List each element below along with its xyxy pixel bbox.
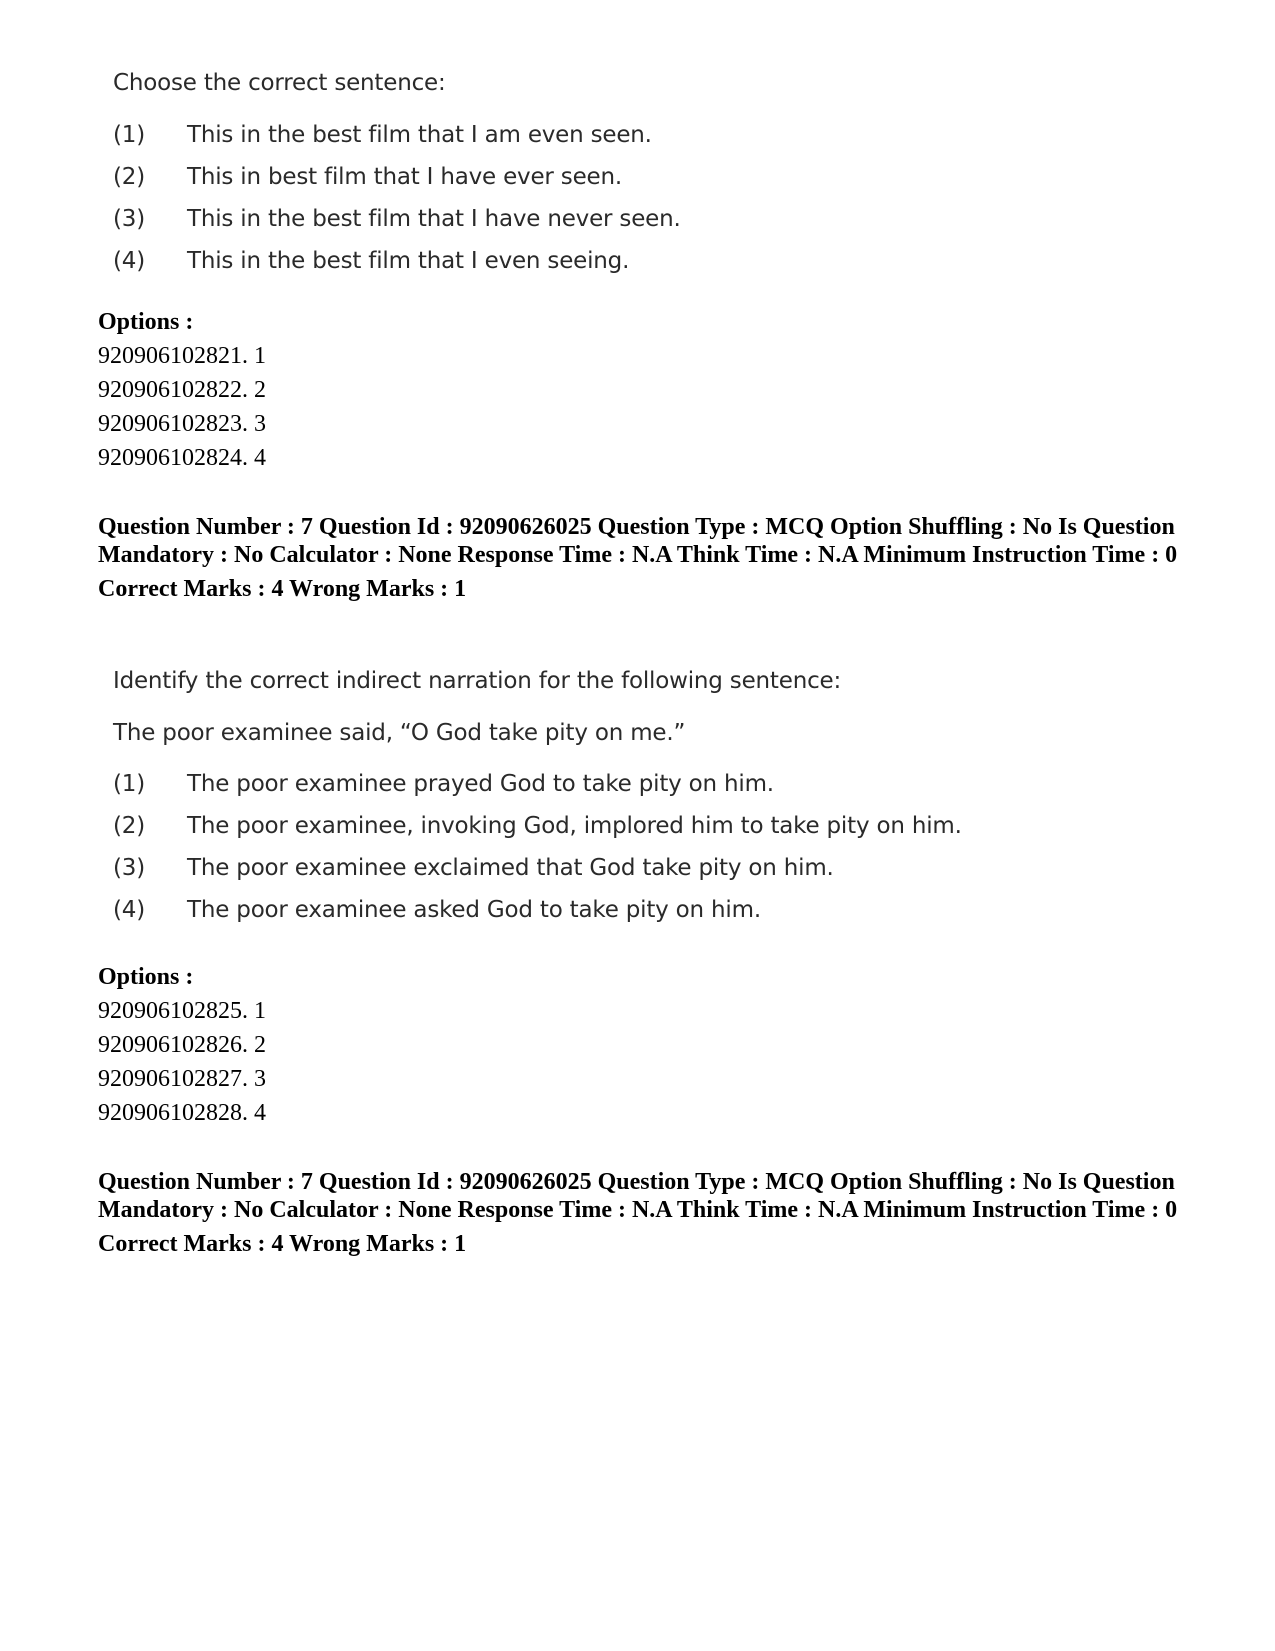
choice-text: This in the best film that I am even seen. <box>187 122 652 148</box>
answer-choice <box>113 771 774 797</box>
choice-number: (1) <box>113 771 145 797</box>
choice-text: This in the best film that I even seeing. <box>187 248 630 274</box>
answer-choice <box>113 897 761 923</box>
options-title: Options : <box>98 964 194 990</box>
option-item: 920906102824. 4 <box>98 445 266 471</box>
choice-text: The poor examinee, invoking God, implored him to take pity on him. <box>187 813 962 839</box>
option-item: 920906102822. 2 <box>98 377 266 403</box>
option-item: 920906102823. 3 <box>98 411 266 437</box>
choice-number: (3) <box>113 855 145 881</box>
choice-text: The poor examinee asked God to take pity on him. <box>187 897 761 923</box>
choice-number: (4) <box>113 897 145 923</box>
option-item: 920906102826. 2 <box>98 1032 266 1058</box>
options-title: Options : <box>98 309 194 335</box>
choice-number: (2) <box>113 164 145 190</box>
answer-choice <box>113 206 681 232</box>
choice-text: This in the best film that I have never seen. <box>187 206 681 232</box>
choice-number: (3) <box>113 206 145 232</box>
choice-number: (1) <box>113 122 145 148</box>
question-meta <box>98 513 1208 603</box>
option-item: 920906102821. 1 <box>98 343 266 369</box>
option-item: 920906102825. 1 <box>98 998 266 1024</box>
answer-choice <box>113 122 652 148</box>
answer-choice <box>113 855 834 881</box>
choice-text: The poor examinee exclaimed that God take pity on him. <box>187 855 834 881</box>
marks-line: Correct Marks : 4 Wrong Marks : 1 <box>98 1231 467 1257</box>
answer-choice <box>113 813 962 839</box>
choice-number: (2) <box>113 813 145 839</box>
choice-text: The poor examinee prayed God to take pity on him. <box>187 771 774 797</box>
marks-line: Correct Marks : 4 Wrong Marks : 1 <box>98 576 467 602</box>
answer-choice <box>113 248 629 274</box>
option-item: 920906102827. 3 <box>98 1066 266 1092</box>
answer-choice <box>113 164 622 190</box>
option-item: 920906102828. 4 <box>98 1100 266 1126</box>
question-meta <box>98 1168 1208 1258</box>
options-list <box>98 305 266 475</box>
choice-text: This in best film that I have ever seen. <box>187 164 622 190</box>
choice-number: (4) <box>113 248 145 274</box>
question-prompt: Identify the correct indirect narration for the following sentence: <box>113 668 842 694</box>
question-prompt: Choose the correct sentence: <box>113 70 446 96</box>
question-meta-text: Question Number : 7 Question Id : 92090626025 Question Type : MCQ Option Shuffling : No Is Question Mandatory : No Calculator : None Response Time : N.A Think Time : N.A Minimum Instruction Time : 0 <box>98 514 1178 568</box>
question-sentence: The poor examinee said, “O God take pity on me.” <box>113 720 686 746</box>
question-meta-text: Question Number : 7 Question Id : 92090626025 Question Type : MCQ Option Shuffling : No Is Question Mandatory : No Calculator : None Response Time : N.A Think Time : N.A Minimum Instruction Time : 0 <box>98 1169 1178 1223</box>
options-list <box>98 960 266 1130</box>
